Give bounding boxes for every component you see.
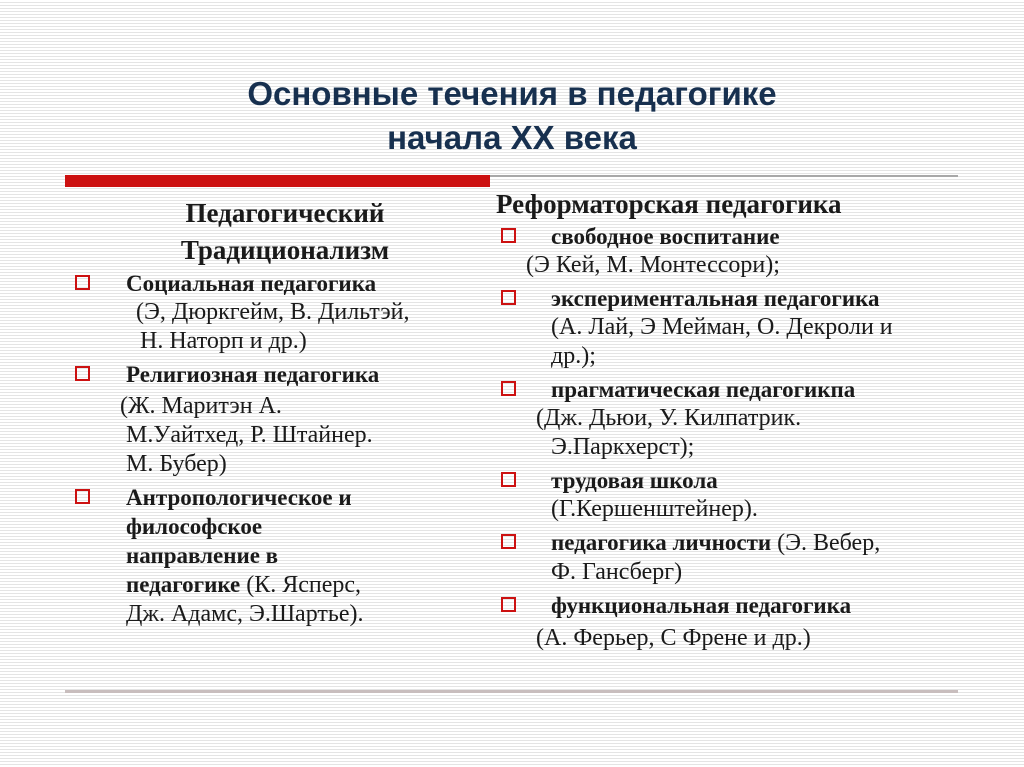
item-references: (А. Ферьер, С Френе и др.) (536, 625, 811, 651)
square-bullet-icon (501, 597, 516, 612)
ref-line: др.); (551, 343, 596, 369)
square-bullet-icon (501, 534, 516, 549)
item-name: экспериментальная педагогика (551, 286, 880, 311)
item-references: (Г.Кершенштейнер). (551, 496, 758, 522)
traditionalism-column (70, 195, 470, 629)
item-name: трудовая школа (551, 468, 718, 493)
ref-line: Дж. Адамс, Э.Шартье). (126, 601, 364, 627)
slide-title (0, 72, 1024, 160)
item-name: педагогика личности (551, 530, 772, 555)
item-name: философское (126, 514, 263, 539)
item-references (86, 298, 470, 356)
list-item-free-education (496, 222, 976, 280)
square-bullet-icon (501, 290, 516, 305)
item-name: Антропологическое и (126, 485, 352, 510)
item-name: функциональная педагогика (551, 593, 852, 618)
list-item-anthropological-direction (70, 483, 470, 629)
ref-line: Э.Паркхерст); (551, 434, 695, 460)
slide-title-line1: Основные течения в педагогике (247, 75, 777, 112)
square-bullet-icon (75, 275, 90, 290)
square-bullet-icon (501, 381, 516, 396)
item-name-with-ref (551, 528, 976, 558)
heading-line: Педагогический (185, 198, 385, 228)
list-item-pragmatic-pedagogy (496, 375, 976, 462)
ref-line: (Э, Дюркгейм, В. Дильтэй, (136, 299, 410, 325)
item-name: Религиозная педагогика (126, 362, 380, 387)
square-bullet-icon (501, 228, 516, 243)
heading-line: Традиционализм (180, 235, 390, 265)
ref-line: (Дж. Дьюи, У. Килпатрик. (536, 405, 802, 431)
list-item-labor-school (496, 466, 976, 524)
ref-line: М.Уайтхед, Р. Штайнер. (126, 422, 373, 448)
item-name: педагогике (126, 572, 241, 597)
ref-line: (Ж. Маритэн А. (120, 393, 282, 419)
title-underline-gray (490, 175, 958, 177)
bottom-divider (65, 690, 958, 693)
square-bullet-icon (501, 472, 516, 487)
ref-line: Ф. Гансберг) (551, 559, 683, 585)
traditionalism-heading (70, 195, 470, 269)
ref-line: Н. Наторп и др.) (140, 328, 307, 354)
list-item-functional-pedagogy (496, 591, 976, 653)
item-reference-inline: (К. Ясперс, (240, 572, 362, 598)
item-references (120, 392, 470, 479)
item-name: прагматическая педагогикпа (551, 377, 856, 402)
item-name: свободное воспитание (551, 224, 780, 249)
item-name-with-ref (126, 570, 470, 600)
reform-heading: Реформаторская педагогика (496, 189, 842, 219)
square-bullet-icon (75, 489, 90, 504)
item-name: направление в (126, 543, 279, 568)
list-item-personality-pedagogy (496, 528, 976, 587)
list-item-social-pedagogy (70, 269, 470, 356)
ref-line: (А. Лай, Э Мейман, О. Декроли и (551, 314, 893, 340)
item-references: (Э Кей, М. Монтессори); (526, 252, 780, 278)
title-underline-red (65, 175, 490, 187)
list-item-religious-pedagogy (70, 360, 470, 479)
slide-title-line2: начала XX века (387, 119, 637, 156)
ref-line: М. Бубер) (126, 451, 227, 477)
item-name: Социальная педагогика (126, 271, 377, 296)
reform-column (496, 186, 976, 653)
list-item-experimental-pedagogy (496, 284, 976, 371)
item-reference-inline: (Э. Вебер, (771, 530, 881, 556)
square-bullet-icon (75, 366, 90, 381)
